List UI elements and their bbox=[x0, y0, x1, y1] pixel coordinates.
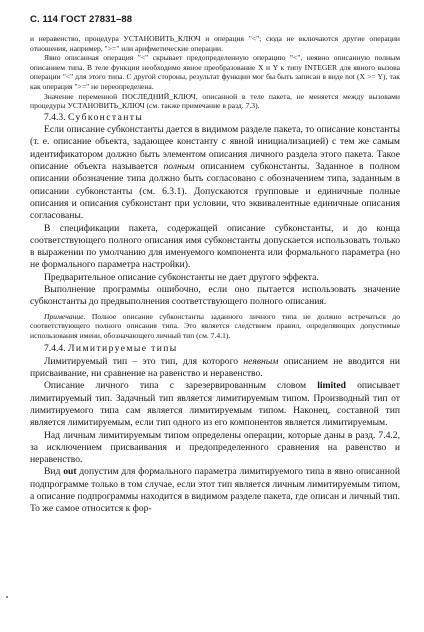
text-run: допустим для формального параметра лимитируемого типа в явно описанной подпрограмме только в том случае, если этот тип является личным лимитируемым типом, а описание подпрограммы находится в видимом разделе пакета, где описан и личный тип. То же самое относится к фор- bbox=[30, 466, 400, 515]
section-heading bbox=[30, 112, 400, 124]
paragraph bbox=[30, 124, 400, 222]
text-run: Если описание субконстанты дается в видимом разделе пакета, то описание константы (т. е. описание объекта, задающее константу с явной инициализацией) с тем же самым идентификатором должно быть элементом описания личного раздела этого пакета. Такое описание объекта называется bbox=[30, 124, 400, 173]
paragraph: Явно описанная операция "<" скрывает предопределенную операцию "<", неявно описанную полным описанием типа. В теле функции необходимо явное преобразование X и Y к типу INTEGER для явного вызова операции "<" для этого типа. С другой стороны, результат функции мог бы быть записан в виде not (X >= Y), так как операция ">=" не переопределена. bbox=[30, 53, 400, 91]
paragraph: и неравенство, процедура УСТАНОВИТЬ_КЛЮЧ и операция "<"; сюда не включаются другие операции отношения, например, ">=" или арифметические операции. bbox=[30, 34, 400, 53]
text-run: Лимитируемый тип – это тип, для которого bbox=[44, 355, 244, 367]
keyword: out bbox=[63, 466, 77, 478]
text-run: Описание личного типа с зарезервированным словом bbox=[44, 380, 318, 392]
paragraph: Значение переменной ПОСЛЕДНИЙ_КЛЮЧ, описанной в теле пакета, не меняется между вызовами процедуры УСТАНОВИТЬ_КЛЮЧ (см. также примечание в разд. 7.3). bbox=[30, 91, 400, 111]
paragraph: Выполнение программы ошибочно, если оно пытается использовать значение субконстанты до предвыполнения соответствующего полного описания. bbox=[30, 284, 400, 308]
paragraph: Предварительное описание субконстанты не дает другого эффекта. bbox=[44, 271, 319, 283]
paragraph bbox=[30, 356, 400, 381]
section-number: 7.4.4. bbox=[44, 343, 66, 355]
text-run: описанием субконстанты. Заданное в полном описании обозначение типа должно быть согласовано с обозначением типа, заданным в описании субконстанты (см. 6.3.1). Допускаются групповые и единичные полные описания и описания субконстант при условии, что эквивалентные единичные описания согласованы. bbox=[30, 161, 400, 222]
page-header: С. 114 ГОСТ 27831–88 bbox=[30, 14, 133, 25]
paragraph: В спецификации пакета, содержащей описание субконстанты, и до конца соответствующего полного описания имя субконстанты допускается использовать только в выражении по умолчанию для именуемого компонента или формального параметра (но не формального параметра настройки). bbox=[30, 222, 400, 271]
paragraph: Над личным лимитируемым типом определены операции, которые даны в разд. 7.4.2, за исключением присваивания и предопределенного сравнения на равенство и неравенство. bbox=[30, 429, 400, 466]
note-text: Полное описание субконстанты заданного личного типа не должно встречаться до соответствующего полного описания типа. Это является следствием правил, определяющих допустимые использования имени, обозначающего личный тип (см. 7.4.1). bbox=[30, 311, 400, 340]
keyword: limited bbox=[317, 380, 346, 392]
page-body bbox=[30, 34, 400, 516]
text-run: Вид bbox=[44, 466, 64, 478]
section-heading bbox=[30, 343, 400, 355]
emphasis-term: полным bbox=[163, 161, 195, 173]
text-run: описывает лимитируемый тип. Задачный тип является лимитируемым типом. Производный тип от лимитируемого типа сам является лимитируемым типом. Наконец, составной тип является лимитируемым, если тип одного из его компонентов является лимитируемым. bbox=[30, 380, 401, 429]
section-number: 7.4.3. bbox=[44, 111, 66, 123]
emphasis-term: неявным bbox=[243, 355, 279, 367]
section-title: Субконстанты bbox=[68, 111, 144, 123]
text-run: описанием не вводится ни присваивание, ни сравнение на равенство и неравенство. bbox=[30, 355, 401, 380]
note bbox=[30, 312, 400, 341]
note-label: Примечание. bbox=[44, 311, 86, 321]
paragraph bbox=[30, 380, 400, 429]
section-title: Лимитируемые типы bbox=[68, 343, 178, 355]
paragraph bbox=[30, 466, 400, 515]
margin-dot bbox=[6, 596, 8, 598]
